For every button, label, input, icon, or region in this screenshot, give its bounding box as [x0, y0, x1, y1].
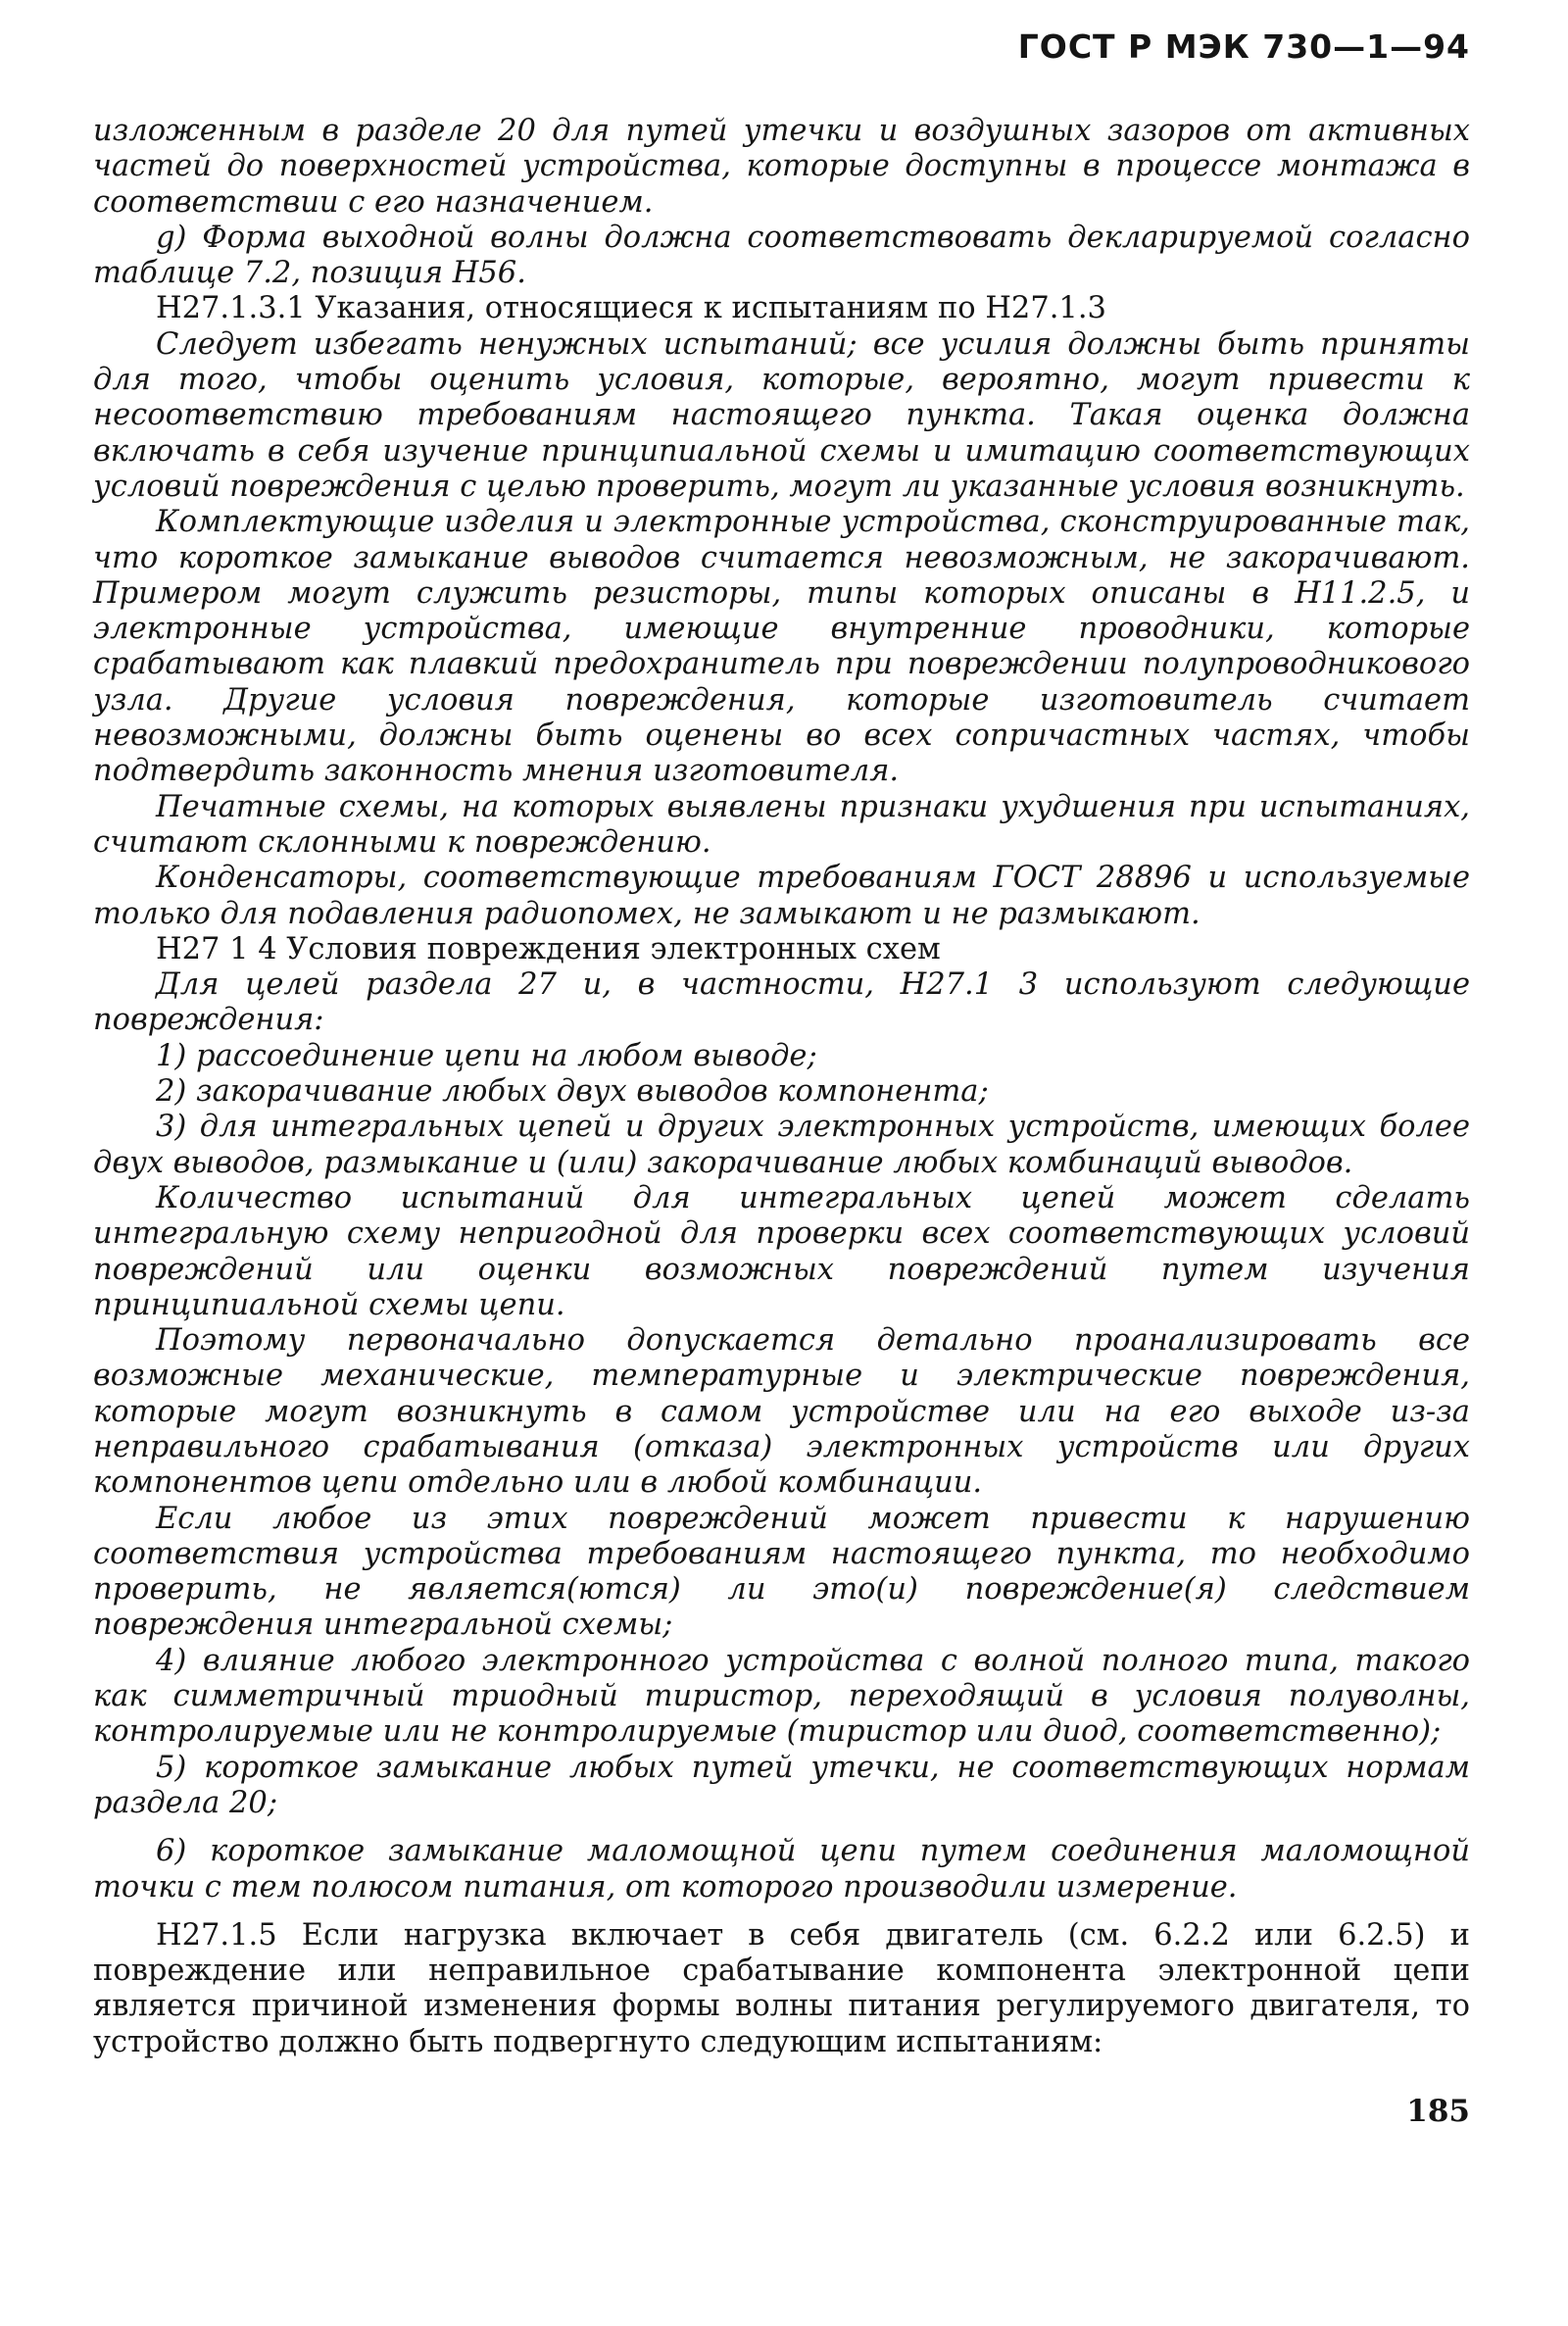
paragraph: изложенным в разделе 20 для путей утечки и воздушных зазоров от активных частей до поверхностей устройства, которые доступны в процессе монтажа в соответствии с его назначением.: [93, 114, 1470, 220]
paragraph: Н27.1.3.1 Указания, относящиеся к испытаниям по Н27.1.3: [156, 291, 1106, 326]
document-body: [93, 114, 1470, 2060]
paragraph: Поэтому первоначально допускается детально проанализировать все возможные механические, температурные и электрические повреждения, которые могут возникнуть в самом устройстве или на его выходе из-за неправильного срабатывания (отказа) электронных устройств или других компонентов цепи отдельно или в любой комбинации.: [93, 1323, 1470, 1501]
paragraph: 4) влияние любого электронного устройства с волной полного типа, такого как симметричный триодный тиристор, переходящий в условия полуволны, контролируемые или не контролируемые (тиристор или диод, соответственно);: [93, 1643, 1470, 1750]
page-header: ГОСТ Р МЭК 730—1—94: [1017, 27, 1470, 66]
page-number: 185: [1406, 2094, 1470, 2129]
paragraph: Комплектующие изделия и электронные устройства, сконструированные так, что короткое замыкание выводов считается невозможным, не закорачивают. Примером могут служить резисторы, типы которых описаны в Н11.2.5, и электронные устройства, имеющие внутренние проводники, которые срабатывают как плавкий предохранитель при повреждении полупроводникового узла. Другие условия повреждения, которые изготовитель считает невозможными, должны быть оценены во всех сопричастных частях, чтобы подтвердить законность мнения изготовителя.: [93, 505, 1470, 789]
paragraph: 2) закорачивание любых двух выводов компонента;: [156, 1074, 989, 1110]
paragraph: Конденсаторы, соответствующие требованиям ГОСТ 28896 и используемые только для подавления радиопомех, не замыкают и не размыкают.: [93, 861, 1470, 931]
paragraph: Печатные схемы, на которых выявлены признаки ухудшения при испытаниях, считают склонными к повреждению.: [93, 789, 1470, 860]
paragraph: Н27 1 4 Условия повреждения электронных схем: [156, 931, 941, 966]
paragraph: 6) короткое замыкание маломощной цепи путем соединения маломощной точки с тем полюсом питания, от которого производили измерение.: [93, 1834, 1470, 1905]
paragraph: Н27.1.5 Если нагрузка включает в себя двигатель (см. 6.2.2 или 6.2.5) и повреждение или неправильное срабатывание компонента электронной цепи является причиной изменения формы волны питания регулируемого двигателя, то устройство должно быть подвергнуто следующим испытаниям:: [93, 1917, 1470, 2059]
paragraph: Для целей раздела 27 и, в частности, Н27.1 3 используют следующие повреждения:: [93, 967, 1470, 1038]
paragraph: Количество испытаний для интегральных цепей может сделать интегральную схему непригодной для проверки всех соответствующих условий повреждений или оценки возможных повреждений путем изучения принципиальной схемы цепи.: [93, 1180, 1470, 1322]
paragraph: g) Форма выходной волны должна соответствовать декларируемой согласно таблице 7.2, позиция Н56.: [93, 220, 1470, 291]
paragraph: Следует избегать ненужных испытаний; все усилия должны быть приняты для того, чтобы оценить условия, которые, вероятно, могут привести к несоответствию требованиям настоящего пункта. Такая оценка должна включать в себя изучение принципиальной схемы и имитацию соответствующих условий повреждения с целью проверить, могут ли указанные условия возникнуть.: [93, 326, 1470, 504]
paragraph: 3) для интегральных цепей и других электронных устройств, имеющих более двух выводов, размыкание и (или) закорачивание любых комбинаций выводов.: [93, 1110, 1470, 1180]
paragraph: Если любое из этих повреждений может привести к нарушению соответствия устройства требованиям настоящего пункта, то необходимо проверить, не является(ются) ли это(и) повреждение(я) следствием повреждения интегральной схемы;: [93, 1501, 1470, 1643]
paragraph: 1) рассоединение цепи на любом выводе;: [156, 1038, 817, 1073]
paragraph: 5) короткое замыкание любых путей утечки, не соответствующих нормам раздела 20;: [93, 1750, 1470, 1820]
